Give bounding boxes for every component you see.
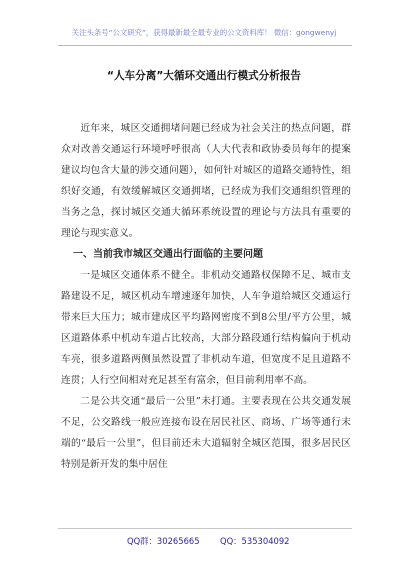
header-divider: [58, 45, 352, 46]
footer-qq-group: QQ群：30265665: [127, 536, 200, 546]
document-title: “人车分离”大循环交通出行模式分析报告: [106, 70, 302, 82]
document-body: [61, 118, 351, 475]
footer-qq-contact: QQ：535304092: [220, 536, 290, 546]
header-note: 关注头条号“公文研究”，获得最新最全最专业的公文资料库！ 微信：gongwenyj: [71, 28, 337, 37]
paragraph-intro: 近年来，城区交通拥堵问题已经成为社会关注的热点问题，群众对改善交通运行环境呼呼很高（人大代表和政协委员每年的提案建议均包含大量的涉交通问题），如何针对城区的道路交通特性，组织好交通，有效缓解城区交通拥堵，已经成为我们交通组织管理的当务之急，探讨城区交通大循环系统设置的理论与方法具有重要的理论与现实意义。: [61, 123, 351, 239]
paragraph-point-one: 一是城区交通体系不健全。非机动交通路权保障不足、城市支路建设不足，城区机动车增速逐年加快，人车争道给城区交通运行带来巨大压力；城市建成区平均路网密度不到8公里/平方公里，城区道路体系中机动车道占比较高，大部分路段通行结构偏向于机动车亮，很多道路两侧虽然设置了非机动车道，但宽度不足且道路不连贯；人行空间相对充足甚至有富余，但目前利用率不高。: [61, 270, 351, 386]
footer: [0, 535, 408, 549]
section-heading: 一、当前我市城区交通出行面临的主要问题: [73, 249, 263, 260]
paragraph-point-two: 二是公共交通“最后一公里”未打通。主要表现在公共交通发展不足，公交路线一般应连接布设在居民社区、商场、广场等通行末端的“最后一公里”，但目前还未大道辐射全城区范围，很多居民区特别是新开发的集中居住: [61, 396, 351, 470]
footer-divider: [58, 528, 352, 529]
